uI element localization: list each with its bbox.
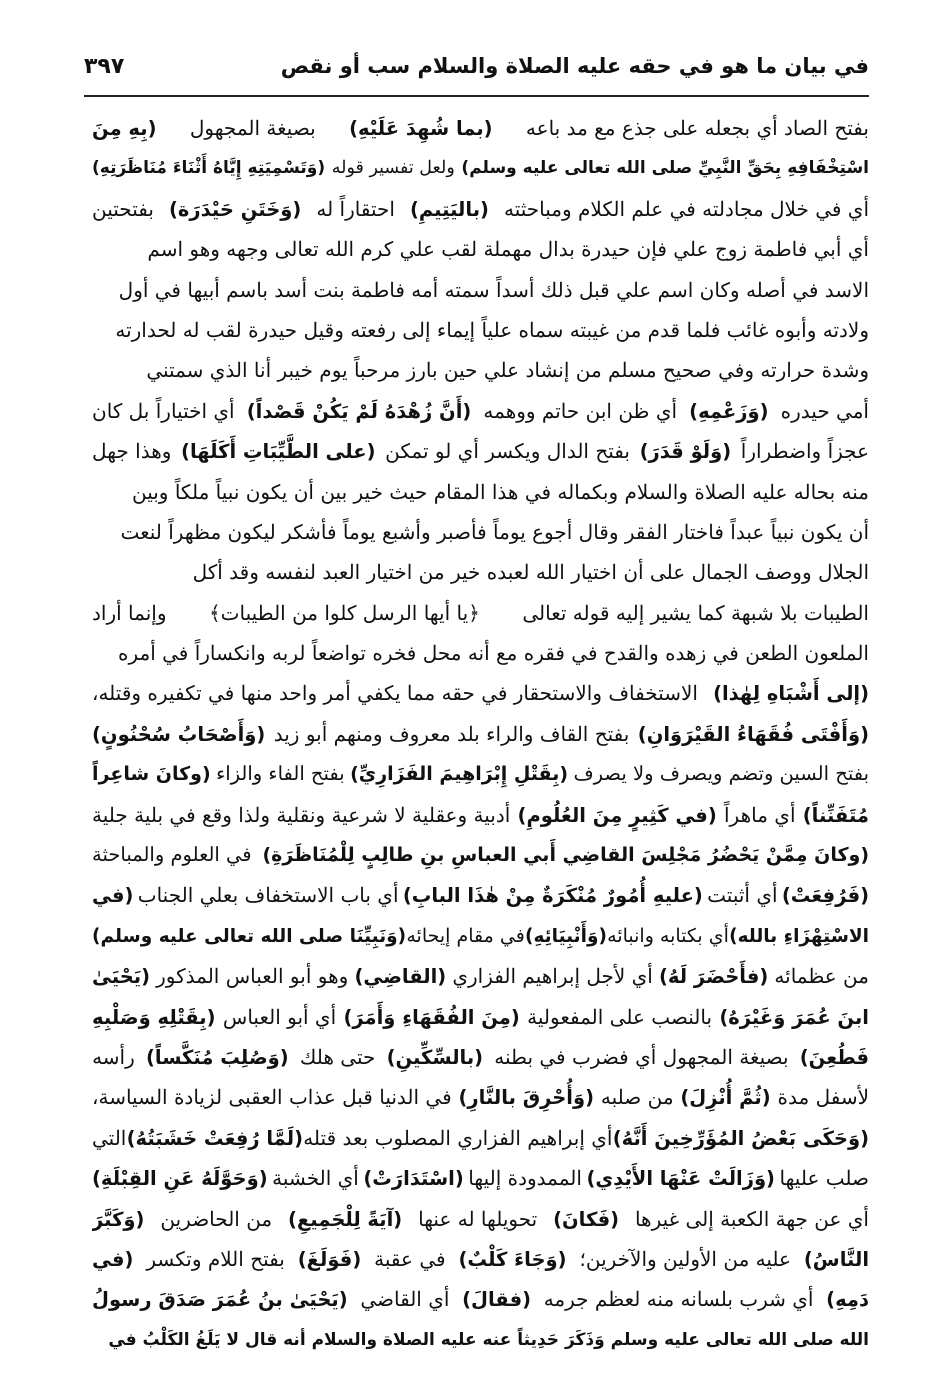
text-line bbox=[92, 633, 869, 673]
commentary-text: أي ظن ابن حاتم ووهمه bbox=[483, 398, 678, 423]
commentary-text: بفتح الدال ويكسر أي لو تمكن bbox=[385, 439, 630, 464]
commentary-text: تحويلها له عنها bbox=[418, 1206, 538, 1231]
text-line bbox=[92, 1279, 869, 1319]
commentary-text: وهو أبو العباس المذكور bbox=[156, 964, 349, 989]
quoted-text: (آيَةً لِلْجَمِيعِ) bbox=[288, 1207, 403, 1231]
commentary-text: وإنما أراد bbox=[92, 600, 167, 625]
text-line bbox=[92, 1158, 869, 1198]
quoted-text: (فأَحْضَرَ لَهُ) bbox=[659, 965, 769, 989]
header-divider bbox=[84, 95, 869, 97]
commentary-text: الممدودة إليها bbox=[468, 1166, 582, 1191]
text-line bbox=[92, 875, 869, 915]
text-line bbox=[92, 1077, 869, 1117]
commentary-text: صلب عليها bbox=[779, 1166, 869, 1191]
commentary-text: رأسه bbox=[92, 1044, 135, 1069]
quoted-text: (وَأَنْبِيَائِهِ) bbox=[525, 925, 607, 947]
commentary-text: أي ماهراً bbox=[724, 802, 796, 827]
quoted-text: دَمِهِ) bbox=[826, 1288, 869, 1312]
quoted-text: (يَحْيَىٰ bbox=[92, 965, 150, 989]
commentary-text: أي الخشبة bbox=[272, 1166, 359, 1191]
text-line bbox=[92, 270, 869, 310]
text-line bbox=[92, 1239, 869, 1279]
quoted-text: (يَحْيَىٰ بنُ عُمَرَ صَدَقَ رسولُ bbox=[92, 1288, 348, 1312]
header-title: في بيان ما هو في حقه عليه الصلاة والسلام سب أو نقص bbox=[280, 54, 869, 78]
commentary-text: من صلبه bbox=[600, 1085, 674, 1110]
quoted-text: (وكانَ مِمَّنْ يَحْضُرُ مَجْلِسَ القاضِي أَبي العباسِ بنِ طالِبٍ لِلْمُنَاظَرَةِ) bbox=[262, 844, 869, 867]
quoted-text: (وَصُلِبَ مُنَكَّساً) bbox=[145, 1045, 289, 1069]
quoted-text: (فَرُفِعَتْ) bbox=[781, 884, 869, 908]
quoted-text: (اسْتَدَارَتْ) bbox=[363, 1167, 464, 1191]
commentary-text: بفتحتين bbox=[92, 196, 154, 221]
commentary-text: في الدنيا قبل عذاب العقبى لزيادة السياسة، bbox=[92, 1085, 452, 1110]
text-line bbox=[92, 391, 869, 431]
quoted-text: (عليهِ أُمُورٌ مُنْكَرَةٌ مِنْ هٰذَا البابِ) bbox=[402, 884, 703, 908]
commentary-text: أي أبي فاطمة زوج علي فإن حيدرة بدال مهملة لقب علي كرم الله تعالى وجهه وهو اسم bbox=[147, 237, 869, 262]
text-line bbox=[92, 512, 869, 552]
commentary-text: من عظمائه bbox=[774, 964, 869, 989]
quoted-text: مُتَفَنِّناً) bbox=[802, 803, 869, 827]
commentary-text: احتقاراً له bbox=[316, 196, 395, 221]
commentary-text: أي أثبتت bbox=[707, 883, 778, 908]
commentary-text: أي في خلال مجادلته في علم الكلام ومباحثته bbox=[503, 196, 869, 221]
text-line bbox=[92, 795, 869, 835]
quoted-text: (وَزَعْمِهِ) bbox=[689, 399, 769, 423]
quoted-text: (وَحَكَى بَعْضُ المُؤَرِّخِينَ أَنَّهُ) bbox=[612, 1126, 869, 1150]
commentary-text: في عقبة bbox=[374, 1246, 446, 1271]
commentary-text: عليه من الأولين والآخرين؛ bbox=[579, 1246, 791, 1271]
quoted-text: (القاضِي) bbox=[354, 965, 447, 989]
quoted-text: النَّاسُ) bbox=[803, 1247, 869, 1271]
quoted-text: (بِقَتْلِهِ وَصَلْبِهِ bbox=[92, 1005, 216, 1029]
commentary-text: أي عن جهة الكعبة إلى غيرها bbox=[634, 1206, 869, 1231]
quoted-text: (وَحَوَّلَهُ عَنِ القِبْلَةِ) bbox=[92, 1167, 268, 1191]
quoted-text: (في bbox=[92, 1247, 134, 1271]
commentary-text: أن يكون نبياً عبداً فاختار الفقر وقال أجوع يوماً فأصبر وأشبع يوماً فأشكر ليكون مظهراً لنعت bbox=[120, 519, 869, 544]
commentary-text: أي إبراهيم الفزاري المصلوب بعد قتله bbox=[303, 1125, 613, 1150]
commentary-text: وشدة حرارته وفي صحيح مسلم من إنشاد علي حين بارز مرحباً يوم خيبر أنا الذي سمتني bbox=[146, 358, 869, 383]
commentary-text: من الحاضرين bbox=[160, 1206, 273, 1231]
quoted-text: (فقالَ) bbox=[462, 1288, 531, 1312]
commentary-text: لأسفل مدة bbox=[777, 1085, 869, 1110]
text-line bbox=[92, 350, 869, 390]
commentary-text: منه بحاله عليه الصلاة والسلام وبكماله في هذا المقام حيث خير بين أن يكون نبياً ملكاً وبين bbox=[131, 479, 869, 504]
text-line bbox=[92, 229, 869, 269]
commentary-text: بفتح الصاد أي بجعله على جذع مع مد باعه bbox=[525, 116, 869, 140]
quoted-text: (على الطَّيِّبَاتِ أَكَلَهَا) bbox=[181, 440, 376, 464]
quoted-text: (أَنَّ زُهْدَهُ لَمْ يَكُنْ قَصْداً) bbox=[246, 399, 472, 423]
quoted-text: (في كَثِيرٍ مِنَ العُلُومِ) bbox=[517, 803, 717, 827]
text-line bbox=[92, 714, 869, 754]
quoted-text: (وكانَ شاعِراً bbox=[92, 763, 211, 786]
text-line bbox=[92, 472, 869, 512]
text-line bbox=[92, 835, 869, 875]
quoted-text: (بِقَتْلِ إِبْرَاهِيمَ الفَزَارِيِّ) bbox=[350, 763, 569, 786]
running-header bbox=[84, 44, 869, 90]
quoted-text: (في bbox=[92, 884, 134, 908]
quoted-text: (وَكَبَّرَ bbox=[92, 1207, 145, 1231]
commentary-text: الملعون الطعن في زهده والقدح في فقره مع أنه محل فخره تواضعاً لربه وانكساراً في أمره bbox=[117, 641, 869, 666]
text-line bbox=[92, 1199, 869, 1239]
quoted-text: فَطُعِنَ) bbox=[799, 1045, 869, 1069]
quoted-text: (بما شُهِدَ عَلَيْهِ) bbox=[349, 117, 493, 140]
commentary-text: عجزاً واضطراراً bbox=[740, 439, 869, 464]
text-line bbox=[92, 754, 869, 794]
quoted-text: (وَنَبِيِّنَا صلى الله تعالى عليه وسلم) bbox=[92, 925, 407, 947]
text-line bbox=[92, 431, 869, 471]
commentary-text: أمي حيدره bbox=[780, 398, 869, 423]
commentary-text: بفتح القاف والراء بلد معروف ومنهم أبو زيد bbox=[273, 721, 630, 746]
quoted-text: (بِهِ مِنَ bbox=[92, 117, 157, 140]
quoted-text: (مِنَ الفُقَهَاءِ وَأَمَرَ) bbox=[343, 1005, 520, 1029]
quoted-text: (وَخَتَنِ حَيْدَرَة) bbox=[169, 197, 302, 221]
commentary-text: أي باب الاستخفاف بعلي الجناب bbox=[137, 883, 399, 908]
commentary-text: بفتح السين وتضم ويصرف ولا يصرف bbox=[573, 762, 869, 786]
commentary-text: حتى هلك bbox=[299, 1044, 376, 1069]
commentary-text: بالنصب على المفعولية bbox=[527, 1004, 713, 1029]
commentary-text: أدبية وعقلية لا شرعية ونقلية ولذا وقع في بلية جلية bbox=[92, 802, 511, 827]
text-line bbox=[92, 1118, 869, 1158]
body-text bbox=[92, 108, 869, 1378]
quoted-text: (ثُمَّ أُنْزِلَ) bbox=[680, 1086, 771, 1110]
quoted-text: (وَأَصْحَابُ سُحْنُونٍ) bbox=[92, 722, 266, 746]
text-line bbox=[92, 310, 869, 350]
commentary-text: الاستخفاف والاستحقار في حقه مما يكفي أمر واحد منها في تكفيره وقتله، bbox=[92, 681, 698, 706]
commentary-text: الطيبات بلا شبهة كما يشير إليه قوله تعالى bbox=[522, 600, 869, 625]
commentary-text: ﴿يا أيها الرسل كلوا من الطيبات﴾ bbox=[208, 600, 480, 625]
quoted-text: (فَكانَ) bbox=[553, 1207, 620, 1231]
quoted-text: (وَجَاءَ كَلْبٌ) bbox=[458, 1247, 567, 1271]
quoted-text: ابنَ عُمَرَ وَغَيْرَهُ) bbox=[719, 1005, 869, 1029]
quoted-text: (وَزَالَتْ عَنْهَا الأَيْدِي) bbox=[586, 1167, 775, 1191]
commentary-text: ولعل تفسير قوله bbox=[331, 158, 455, 179]
quoted-text: (إلى أَشْبَاهِ لِهٰذا) bbox=[713, 682, 869, 706]
quoted-text: (بالسِّكِّينِ) bbox=[386, 1045, 484, 1069]
text-line bbox=[92, 956, 869, 996]
text-line bbox=[92, 189, 869, 229]
commentary-text: بصيغة المجهول أي فضرب في بطنه bbox=[494, 1044, 789, 1069]
quoted-text: الله صلى الله تعالى عليه وسلم وَذَكَرَ حَدِيثاً عنه عليه الصلاة والسلام أنه قال لا يَلَغُ الكَلْبُ في bbox=[108, 1329, 869, 1350]
quoted-text: (وَلَوْ قَدَرَ) bbox=[639, 440, 732, 464]
quoted-text: (وَأُحْرِقَ بالنَّارِ) bbox=[458, 1086, 595, 1110]
commentary-text: بفتح اللام وتكسر bbox=[146, 1246, 285, 1271]
text-line bbox=[92, 148, 869, 188]
text-line bbox=[92, 916, 869, 956]
commentary-text: أي بكتابه وانبائه bbox=[607, 924, 729, 947]
commentary-text: الجلال ووصف الجمال على أن اختيار الله لعبده خير من اختيار العبد لنفسه وقد أكل bbox=[192, 560, 869, 585]
quoted-text: الاسْتِهْزَاءِ بالله) bbox=[729, 925, 869, 947]
text-line bbox=[92, 552, 869, 592]
commentary-text: أي شرب بلسانه منه لعظم جرمه bbox=[543, 1287, 814, 1312]
commentary-text: بصيغة المجهول bbox=[189, 116, 316, 140]
quoted-text: (لَمَّا رُفِعَتْ خَشَبَتُهُ) bbox=[126, 1126, 303, 1150]
quoted-text: (باليَتِيمِ) bbox=[409, 197, 489, 221]
commentary-text: الاسد في أصله وكان اسم علي قبل ذلك أسداً سمته أمه فاطمة بنت أسد باسم أبيها في أول bbox=[118, 277, 869, 302]
text-line bbox=[92, 593, 869, 633]
commentary-text: وهذا جهل bbox=[92, 439, 172, 464]
quoted-text: (وَأَفْتَى فُقَهَاءُ القَيْرَوَانِ) bbox=[637, 722, 869, 746]
text-line bbox=[92, 1037, 869, 1077]
quoted-text: (وَتَسْمِيَتِهِ إِيَّاهُ أَثْنَاءَ مُنَاظَرَتِهِ) bbox=[92, 158, 326, 179]
commentary-text: أي اختياراً بل كان bbox=[92, 398, 235, 423]
commentary-text: أي القاضي bbox=[360, 1287, 450, 1312]
text-line bbox=[92, 108, 869, 148]
quoted-text: (فَوَلَغَ) bbox=[297, 1247, 362, 1271]
quoted-text: اسْتِخْفَافِهِ بِحَقِّ النَّبِيِّ صلى الله تعالى عليه وسلم) bbox=[461, 158, 869, 179]
commentary-text: التي bbox=[92, 1125, 127, 1150]
page-number: ٣٩٧ bbox=[84, 54, 125, 79]
text-line bbox=[92, 1320, 869, 1360]
commentary-text: ولادته وأبوه غائب فلما قدم من غيبته سماه علياً إيماء إلى رفعته وقيل حيدرة لقب له لحدارته bbox=[115, 317, 869, 342]
text-line bbox=[92, 997, 869, 1037]
commentary-text: أي أبو العباس bbox=[222, 1004, 337, 1029]
commentary-text: أي لأجل إبراهيم الفزاري bbox=[452, 964, 653, 989]
text-line bbox=[92, 673, 869, 713]
commentary-text: في مقام إيحائه bbox=[406, 924, 525, 947]
commentary-text: في العلوم والمباحثة bbox=[92, 843, 252, 867]
commentary-text: بفتح الفاء والزاء bbox=[216, 762, 345, 786]
